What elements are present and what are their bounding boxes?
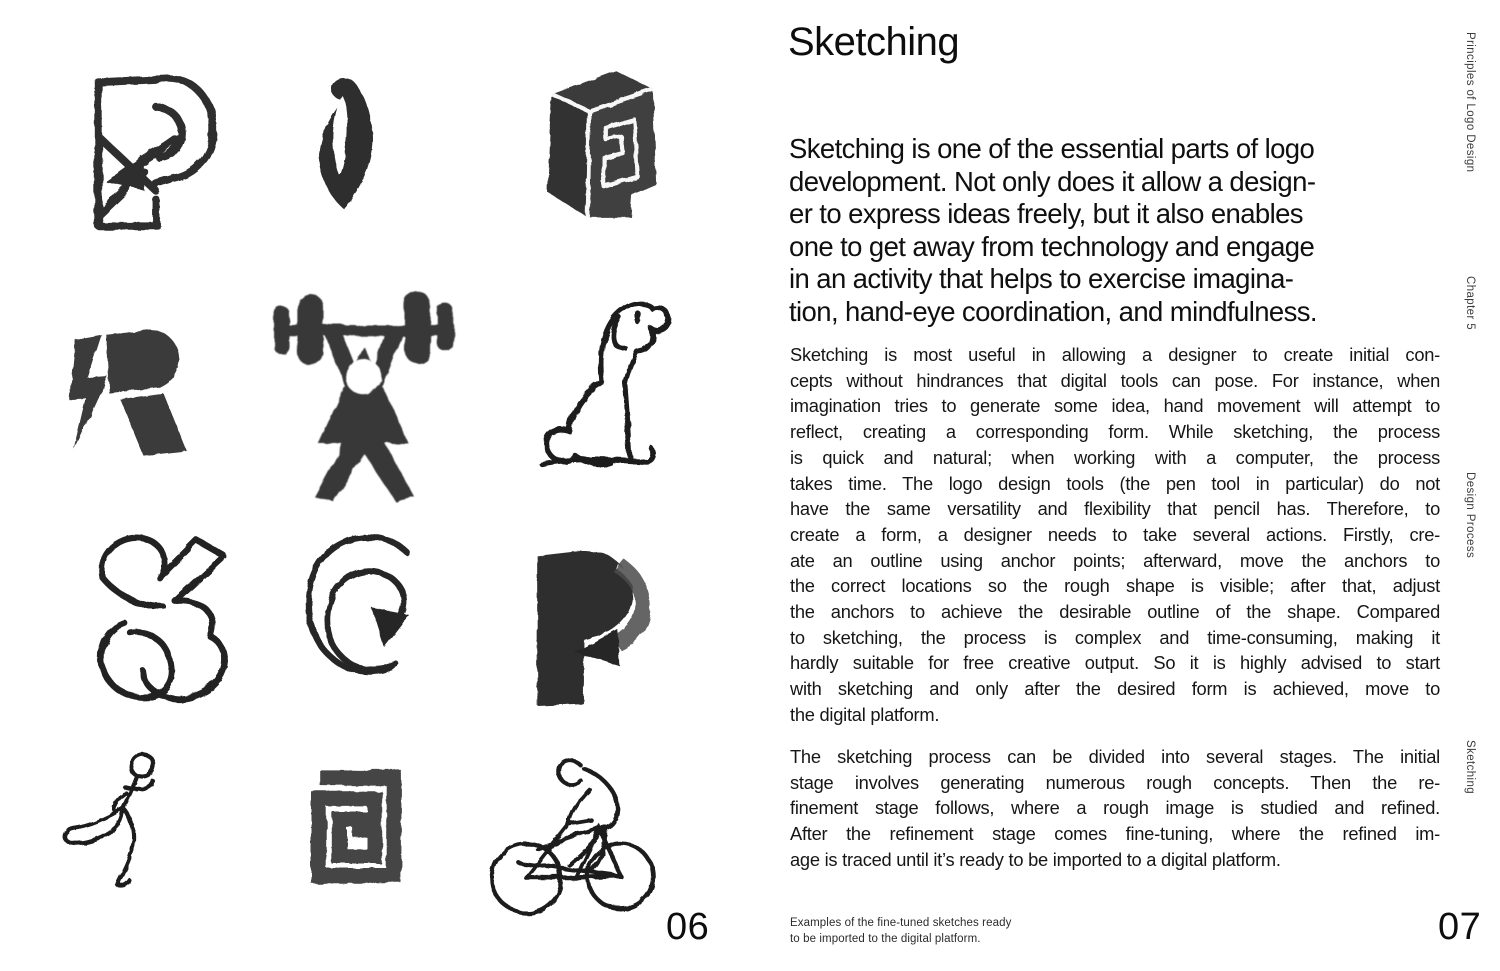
margin-label-section: Design Process	[1464, 472, 1476, 559]
p-arrow-solid-sketch	[498, 522, 676, 718]
left-page	[0, 0, 740, 971]
intro-paragraph: Sketching is one of the essential parts of logo development. Not only does it allow a design- er to express ideas freely, but it also enables one to get away from technology and engage in an activity that helps to exercise imagina- tion, hand-eye coordination, and mindfulness.	[789, 133, 1317, 327]
margin-label-subsection: Sketching	[1464, 740, 1476, 795]
numeral-3-outline-sketch	[55, 513, 260, 709]
cyclist-line-sketch	[460, 736, 685, 928]
figure-caption: Examples of the fine-tuned sketches ready to be imported to the digital platform.	[790, 917, 1012, 945]
square-spiral-solid-sketch	[272, 746, 442, 906]
page-number-left: 06	[666, 906, 710, 948]
leaf-flame-solid-sketch	[275, 44, 415, 242]
r-lightning-solid-sketch	[52, 298, 207, 483]
margin-label-book-title: Principles of Logo Design	[1464, 32, 1476, 173]
weightlifter-solid-sketch	[245, 263, 483, 506]
p-arrow-outline-sketch	[58, 48, 233, 246]
page-title: Sketching	[788, 20, 960, 64]
margin-label-chapter: Chapter 5	[1464, 276, 1476, 331]
page-number-right: 07	[1438, 906, 1482, 948]
runner-line-sketch	[48, 722, 198, 918]
c-arrow-outline-sketch	[272, 505, 450, 707]
cube-d-solid-sketch	[505, 50, 673, 236]
sitting-dog-outline-sketch	[488, 280, 678, 480]
body-paragraph-1: Sketching is most useful in allowing a designer to create initial con- cepts without hindrances that digital tools can pose. For instance, when imagination tries to generate some idea, hand movement will attempt to reflect, creating a corresponding form. While sketching, the process is quick and natural; when working with a computer, the process takes time. The logo design tools (the pen tool in particular) do not have the same versatility and flexibility that pencil has. Therefore, to create a form, a designer needs to take several actions. Firstly, cre- ate an outline using anchor points; afterward, move the anchors to the correct locations so the rough shape is visible; after that, adjust the anchors to achieve the desirable outline of the shape. Compared to sketching, the process is complex and time-consuming, making it hardly suitable for free creative output. So it is highly advised to start with sketching and only after the desired form is achieved, move to the digital platform.	[790, 344, 1440, 725]
body-paragraph-2: The sketching process can be divided into several stages. The initial stage involves generating numerous rough concepts. Then the re- finement stage follows, where a rough image is studied and refined. After the refinement stage comes fine-tuning, where the refined im- age is traced until it’s ready to be imported to a digital platform.	[790, 746, 1440, 870]
